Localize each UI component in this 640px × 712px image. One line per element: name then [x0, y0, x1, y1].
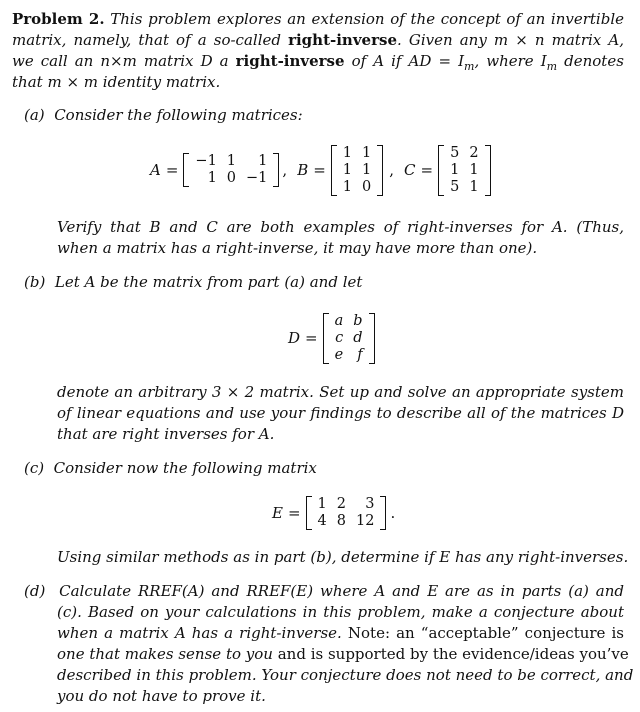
part-b-intro: (b) Let A be the matrix from part (a) and let	[24, 273, 363, 291]
matrix-E-entry: 3	[365, 496, 375, 512]
part-d-line-2: (c). Based on your calculations in this problem, make a conjecture about	[57, 603, 624, 621]
part-c-matrix-E: E = 1 2 3 4 8 12 .	[272, 496, 396, 529]
part-a-verify-1: Verify that B and C are both examples of right-inverses for A. (Thus,	[57, 218, 624, 236]
matrix-D-entry: d	[353, 329, 363, 346]
matrix-C-row	[445, 179, 483, 196]
matrix-A-entry: 0	[226, 170, 237, 186]
matrix-D-entry: b	[353, 312, 363, 329]
matrix-B-row	[338, 179, 376, 196]
matrix-C-row	[445, 162, 483, 179]
matrix-C-entry: 5	[450, 178, 460, 195]
part-a-matrices: A = −1 1 1 1 0 −1 , B = 1 1 1 1 1 0 , C = 5 2 1 1 5 1	[150, 145, 491, 195]
part-b-line-1: denote an arbitrary 3 × 2 matrix. Set up and solve an appropriate system	[57, 383, 624, 401]
matrix-C-entry: 5	[450, 144, 460, 161]
matrix-B-row	[338, 162, 376, 179]
part-a-verify-2: when a matrix has a right-inverse, it may have more than one).	[57, 239, 538, 257]
part-d-line-5: described in this problem. Your conjecture does not need to be correct, and	[57, 666, 634, 684]
matrix-D-entry: a	[334, 312, 344, 329]
matrix-A-row	[190, 170, 272, 187]
matrix-E-entry: 1	[317, 496, 327, 512]
part-d-line-4: one that makes sense to you and is supported by the evidence/ideas you’ve	[57, 645, 629, 663]
problem-heading: Problem 2.	[12, 10, 105, 28]
matrix-D-entry: c	[335, 329, 344, 346]
intro-line-3: we call an n×m matrix D a right-inverse of A if AD = $I_m$, where $I_m$ denotes	[12, 52, 624, 73]
part-d-line-3: when a matrix A has a right-inverse. Note: an “acceptable” conjecture is	[57, 624, 625, 642]
intro-line-1: Problem 2. This problem explores an extension of the concept of an invertible	[12, 10, 624, 28]
matrix-A-row	[190, 153, 272, 170]
matrix-C	[438, 145, 490, 196]
matrix-A	[183, 153, 279, 187]
matrix-D	[323, 313, 375, 364]
matrix-D-entry: f	[357, 346, 363, 363]
matrix-B	[331, 145, 383, 196]
matrix-C-row	[445, 145, 483, 162]
intro-line-4: that m × m identity matrix.	[12, 73, 221, 91]
matrix-D-row	[330, 347, 368, 364]
matrix-E-row	[313, 496, 380, 513]
matrix-A-entry: 1	[207, 170, 217, 186]
matrix-E-entry: 2	[336, 496, 346, 512]
matrix-D-row	[330, 330, 368, 347]
matrix-B-entry: 1	[342, 178, 353, 195]
part-d-line-6: you do not have to prove it.	[57, 687, 266, 705]
matrix-E-entry: 4	[317, 513, 327, 529]
intro-line-2: matrix, namely, that of a so-called right-inverse. Given any m × n matrix A,	[12, 31, 624, 49]
matrix-A-entry: 1	[226, 153, 237, 169]
matrix-A-entry: 1	[258, 153, 268, 169]
part-d-line-1: (d) Calculate RREF(A) and RREF(E) where A and E are as in parts (a) and	[24, 582, 624, 600]
part-a-intro: (a) Consider the following matrices:	[24, 106, 303, 124]
matrix-D-entry: e	[334, 346, 344, 363]
matrix-E-entry: 12	[356, 513, 375, 529]
matrix-B-entry: 1	[362, 161, 372, 178]
matrix-C-entry: 1	[469, 178, 479, 195]
matrix-B-entry: 0	[362, 178, 372, 195]
matrix-A-entry: −1	[246, 170, 268, 186]
part-b-matrix-D: D = a b c d e f	[288, 308, 375, 368]
part-c-line-1: Using similar methods as in part (b), determine if E has any right-inverses.	[57, 548, 629, 566]
matrix-B-entry: 1	[362, 144, 372, 161]
matrix-C-entry: 1	[450, 161, 460, 178]
part-b-line-2: of linear equations and use your findings to describe all of the matrices D	[57, 404, 624, 422]
part-c-intro: (c) Consider now the following matrix	[24, 459, 317, 477]
matrix-A-entry: −1	[195, 153, 217, 169]
matrix-B-entry: 1	[342, 161, 353, 178]
part-b-line-3: that are right inverses for A.	[57, 425, 275, 443]
matrix-B-entry: 1	[342, 144, 353, 161]
matrix-C-entry: 2	[469, 144, 479, 161]
matrix-D-row	[330, 313, 368, 330]
matrix-E	[306, 496, 387, 530]
matrix-E-row	[313, 513, 380, 530]
matrix-B-row	[338, 145, 376, 162]
matrix-C-entry: 1	[469, 161, 479, 178]
matrix-E-entry: 8	[336, 513, 346, 529]
